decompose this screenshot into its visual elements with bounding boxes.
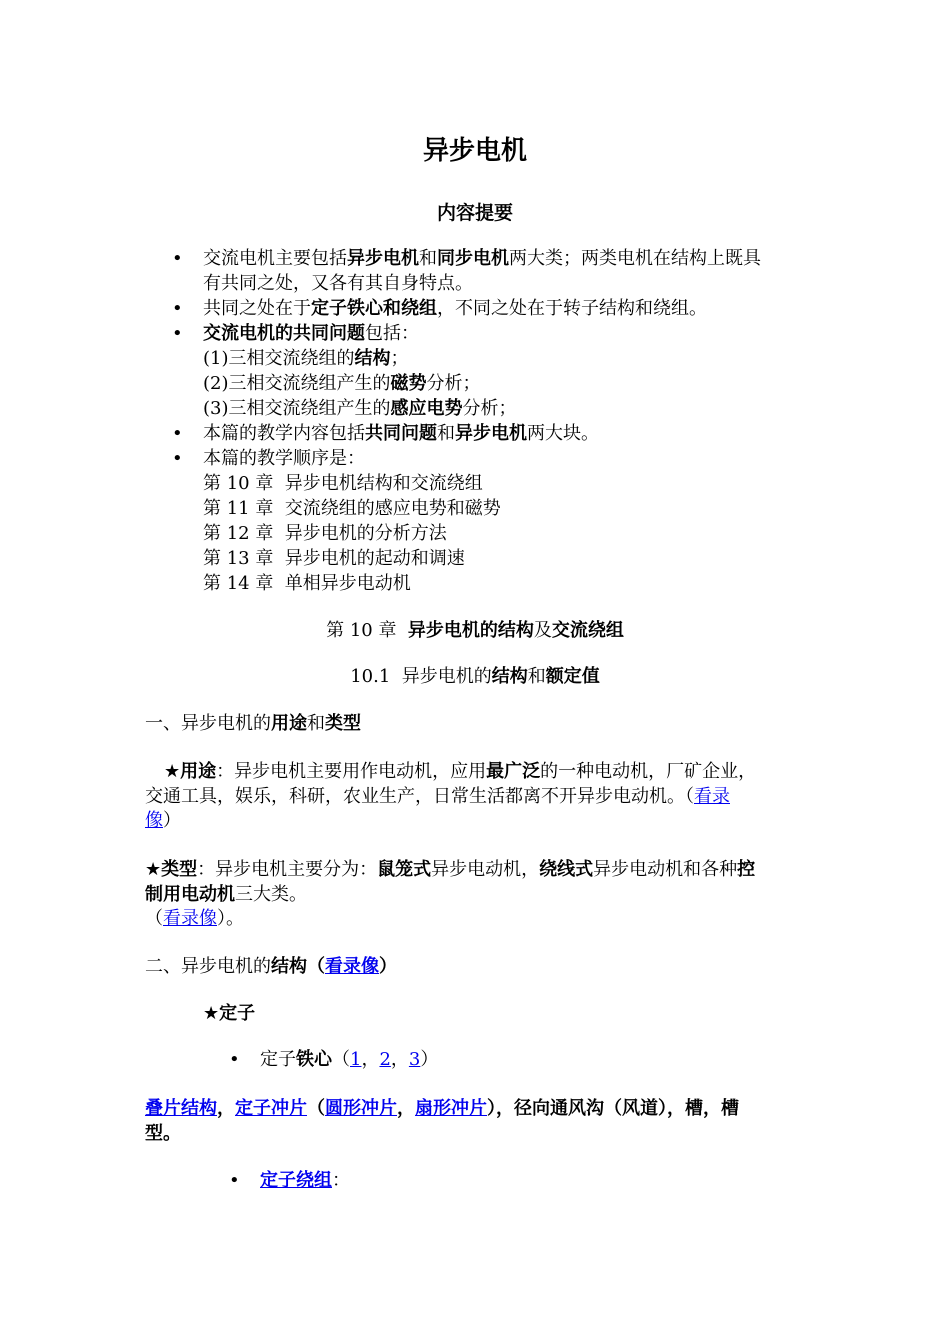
bullet-item-2: 共同之处在于定子铁心和绕组，不同之处在于转子结构和绕组。 <box>203 298 707 319</box>
bullet-item-4: 本篇的教学内容包括共同问题和异步电机两大块。 <box>203 423 599 444</box>
bullet-dot: • <box>229 1049 240 1070</box>
use-paragraph-line-3: 像） <box>145 810 181 831</box>
use-paragraph-line-1: ★用途：异步电机主要用作电动机，应用最广泛的一种电动机，厂矿企业， <box>164 761 757 782</box>
video-link[interactable]: 像 <box>145 810 163 831</box>
bullet-dot: • <box>229 1170 240 1191</box>
chapter-list-item: 第 13 章 异步电机的起动和调速 <box>203 548 465 569</box>
bullet-dot: • <box>172 248 183 269</box>
type-paragraph-line-3: （看录像）。 <box>145 908 244 929</box>
bullet-dot: • <box>172 323 183 344</box>
stator-winding-item: 定子绕组： <box>260 1170 350 1191</box>
bullet-dot: • <box>172 423 183 444</box>
laminated-structure-link[interactable]: 叠片结构 <box>145 1098 217 1119</box>
bullet-dot: • <box>172 448 183 469</box>
core-link-1[interactable]: 1 <box>350 1049 362 1070</box>
core-link-3[interactable]: 3 <box>408 1049 421 1070</box>
stator-core-item: 定子铁心（1，2，3） <box>260 1049 439 1070</box>
stator-winding-link[interactable]: 定子绕组 <box>260 1170 332 1191</box>
core-link-2[interactable]: 2 <box>379 1049 391 1070</box>
bullet-item-1: 交流电机主要包括异步电机和同步电机两大类；两类电机在结构上既具 有共同之处，又各有其自身特点。 <box>203 248 761 294</box>
bullet-item-5: 本篇的教学顺序是： 第 10 章 异步电机结构和交流绕组 第 11 章 交流绕组的感应电势和磁势 第 12 章 异步电机的分析方法 第 13 章 异步电机的起动和调速 第 14 章 单相异步电动机 <box>203 448 501 594</box>
bullet-item-3: 交流电机的共同问题包括： (1)三相交流绕组的结构； (2)三相交流绕组产生的磁势分析； (3)三相交流绕组产生的感应电势分析； <box>203 323 517 419</box>
chapter-list-item: 第 12 章 异步电机的分析方法 <box>203 523 447 544</box>
chapter-list-item: 第 14 章 单相异步电动机 <box>203 573 411 594</box>
lamination-paragraph-line-2: 型。 <box>145 1123 181 1144</box>
video-link[interactable]: 看录像 <box>163 908 217 929</box>
part-1-heading: 一、异步电机的用途和类型 <box>145 713 361 734</box>
lamination-paragraph-line-1: 叠片结构，定子冲片（圆形冲片，扇形冲片），径向通风沟（风道），槽，槽 <box>145 1098 739 1119</box>
section-heading: 10.1 异步电机的结构和额定值 <box>350 666 600 687</box>
type-paragraph-line-2: 制用电动机三大类。 <box>145 884 307 905</box>
stator-punching-link[interactable]: 定子冲片 <box>235 1098 307 1119</box>
type-paragraph-line-1: ★类型：异步电机主要分为：鼠笼式异步电动机，绕线式异步电动机和各种控 <box>145 859 756 880</box>
video-link[interactable]: 看录像 <box>325 956 379 977</box>
bullet-dot: • <box>172 298 183 319</box>
part-2-heading: 二、异步电机的结构（看录像） <box>145 956 397 977</box>
chapter-list-item: 第 11 章 交流绕组的感应电势和磁势 <box>203 498 501 519</box>
round-punching-link[interactable]: 圆形冲片 <box>325 1098 397 1119</box>
chapter-heading: 第 10 章 异步电机的结构及交流绕组 <box>326 620 624 641</box>
summary-heading: 内容提要 <box>436 202 513 224</box>
page-title: 异步电机 <box>422 136 527 166</box>
video-link[interactable]: 看录 <box>694 786 730 807</box>
stator-heading: ★定子 <box>203 1003 256 1024</box>
chapter-list-item: 第 10 章 异步电机结构和交流绕组 <box>203 473 483 494</box>
use-paragraph-line-2: 交通工具，娱乐，科研，农业生产，日常生活都离不开异步电动机。（看录 <box>145 786 730 807</box>
sector-punching-link[interactable]: 扇形冲片 <box>415 1098 487 1119</box>
